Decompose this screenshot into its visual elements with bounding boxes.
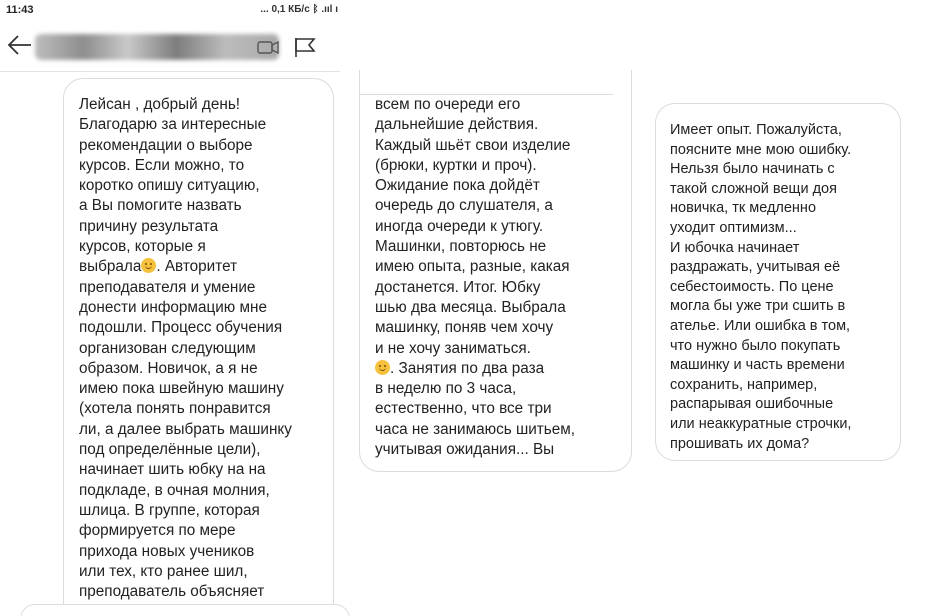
message-line: ателье. Или ошибка в том, bbox=[670, 317, 851, 334]
message-text-3 bbox=[670, 121, 900, 454]
message-line: начинает шить юбку на на bbox=[79, 461, 266, 479]
message-line: коротко опишу ситуацию, bbox=[79, 177, 260, 195]
message-line: курсов. Если можно, то bbox=[79, 156, 245, 174]
message-line: подошли. Процесс обучения bbox=[79, 319, 283, 337]
next-message-bubble-edge bbox=[20, 604, 350, 616]
message-line: Ожидание пока дойдёт bbox=[375, 177, 540, 195]
message-line: образом. Новичок, а я не bbox=[79, 359, 258, 377]
message-line: в неделю по 3 часа, bbox=[375, 380, 517, 398]
status-bar bbox=[0, 0, 340, 22]
message-line: могла бы уже три сшить в bbox=[670, 298, 846, 315]
status-time: 11:43 bbox=[6, 4, 34, 16]
message-line: шлица. В группе, которая bbox=[79, 501, 260, 519]
message-line: поясните мне мою ошибку. bbox=[670, 141, 852, 158]
message-line: преподаватель объясняет bbox=[79, 583, 265, 601]
message-line: естественно, что все три bbox=[375, 400, 552, 418]
message-line: машинку и часть времени bbox=[670, 357, 845, 374]
message-line: рекомендации о выборе bbox=[79, 136, 253, 154]
message-line: И юбочка начинает bbox=[670, 239, 800, 256]
message-line: имею опыта, разные, какая bbox=[375, 258, 570, 276]
message-line: формируется по мере bbox=[79, 522, 236, 540]
message-line: распарывая ошибочные bbox=[670, 396, 834, 413]
message-line: а Вы помогите назвать bbox=[79, 197, 242, 215]
message-line: выбрала . Авторитет bbox=[79, 258, 238, 276]
smiling-face-emoji-icon bbox=[141, 258, 156, 273]
message-line: Благодарю за интересные bbox=[79, 116, 267, 134]
message-line: такой сложной вещи доя bbox=[670, 180, 837, 197]
bubble-top-edge bbox=[360, 94, 613, 95]
header-actions bbox=[256, 36, 320, 58]
message-line: себестоимость. По цене bbox=[670, 278, 834, 295]
message-text-1 bbox=[79, 95, 333, 602]
message-line: . Занятия по два раза bbox=[375, 359, 631, 379]
message-line: или тех, кто ранее шил, bbox=[79, 562, 248, 580]
message-line: или неаккуратные строчки, bbox=[670, 415, 852, 432]
message-text-2 bbox=[375, 95, 631, 460]
message-line: донести информацию мне bbox=[79, 298, 267, 316]
chat-header bbox=[0, 22, 340, 72]
message-line: Лейсан , добрый день! bbox=[79, 96, 241, 113]
message-line: организован следующим bbox=[79, 339, 256, 357]
message-line: уходит оптимизм... bbox=[670, 219, 797, 236]
message-line: достанется. Итог. Юбку bbox=[375, 278, 541, 296]
message-line: машинку, поняв чем хочу bbox=[375, 319, 554, 337]
message-line: под определённые цели), bbox=[79, 441, 261, 459]
message-line: шью два месяца. Выбрала bbox=[375, 298, 566, 316]
message-line: и не хочу заниматься. bbox=[375, 339, 531, 357]
message-line: сохранить, например, bbox=[670, 376, 818, 393]
message-bubble-3 bbox=[655, 103, 901, 461]
message-line: новичка, тк медленно bbox=[670, 200, 817, 217]
message-line: (брюки, куртки и проч). bbox=[375, 156, 537, 174]
message-line: имею пока швейную машину bbox=[79, 380, 284, 398]
message-line: преподавателя и умение bbox=[79, 278, 256, 296]
message-line: подкладе, в очная молния, bbox=[79, 481, 270, 499]
message-bubble-2 bbox=[359, 70, 632, 472]
message-line: причину результата bbox=[79, 217, 219, 235]
message-line: Имеет опыт. Пожалуйста, bbox=[670, 122, 842, 138]
message-line: дальнейшие действия. bbox=[375, 116, 539, 134]
smiling-face-emoji-icon bbox=[375, 360, 390, 375]
message-line: прошивать их дома? bbox=[670, 435, 810, 452]
message-line: Машинки, повторюсь не bbox=[375, 238, 547, 256]
message-line: ли, а далее выбрать машинку bbox=[79, 420, 292, 438]
flag-icon[interactable] bbox=[296, 38, 314, 57]
message-line: Каждый шьёт свои изделие bbox=[375, 136, 571, 154]
message-bubble-1 bbox=[63, 78, 334, 616]
message-line: (хотела понять понравится bbox=[79, 400, 271, 418]
message-line: курсов, которые я bbox=[79, 238, 206, 256]
message-line: прихода новых учеников bbox=[79, 542, 255, 560]
message-line: часа не занимаюсь шитьем, bbox=[375, 420, 576, 438]
message-line: всем по очереди его bbox=[375, 96, 521, 113]
message-line: очередь до слушателя, а bbox=[375, 197, 553, 215]
message-line: что нужно было покупать bbox=[670, 337, 841, 354]
contact-name-blurred[interactable] bbox=[35, 34, 279, 60]
message-line: Нельзя было начинать с bbox=[670, 161, 835, 178]
status-indicators: ... 0,1 КБ/с ᛒ .ııl ı bbox=[260, 4, 338, 15]
message-line: учитывая ожидания... Вы bbox=[375, 441, 555, 459]
message-line: раздражать, учитывая её bbox=[670, 259, 841, 276]
video-call-icon[interactable] bbox=[258, 42, 278, 53]
message-line: иногда очереди к утюгу. bbox=[375, 217, 544, 235]
back-arrow-icon[interactable] bbox=[6, 31, 34, 59]
